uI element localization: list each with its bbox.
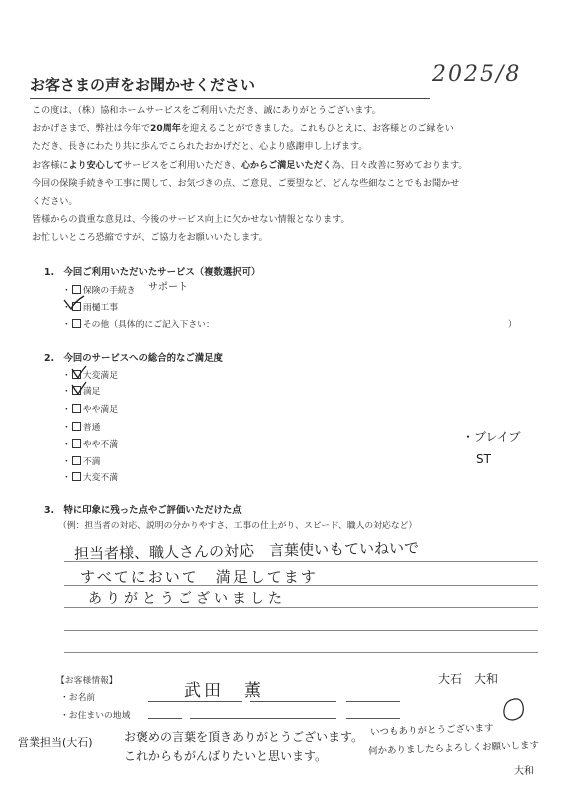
comment-handwritten-2[interactable]: すべてにおいて 満足してます [80, 568, 318, 586]
checkbox[interactable] [72, 456, 81, 465]
checkbox[interactable] [72, 422, 81, 431]
q2-heading: 2. 今回のサービスへの総合的なご満足度 [44, 353, 223, 364]
customer-area-label: ・お住まいの地域 [60, 711, 131, 721]
staff-reply-line-1: お褒めの言葉を頂きありがとうございます。 [124, 730, 364, 744]
checkbox[interactable] [72, 404, 81, 413]
checkbox[interactable] [72, 370, 81, 379]
name-field-line-1 [148, 701, 242, 702]
checkbox[interactable] [72, 386, 81, 395]
comment-handwritten-1[interactable]: 担当者様、職人さんの対応 言葉使いもていねいで [73, 538, 420, 564]
craftsman-reply-line-2: 何かありましたらよろしくお願いします [367, 740, 540, 757]
circled-ki-mark [504, 699, 523, 720]
intro-line-2: おかげさまで、弊社は今年で20周年を迎えることができました。これもひとえに、お客様とのご縁をい [32, 124, 454, 135]
checkbox[interactable] [72, 302, 81, 311]
side-note-st: ST [476, 452, 491, 466]
handwritten-date: 2025/8 [432, 62, 522, 87]
side-note-brave: ・ブレイブ [462, 430, 521, 444]
intro-line-7: 皆様からの貴重な意見は、今後のサービス向上に欠かせない情報となります。 [32, 215, 350, 226]
q1-heading: 1. 今回ご利用いただいたサービス（複数選択可） [44, 267, 261, 278]
q1-handwritten-note: サポート [148, 282, 188, 293]
title-underline [30, 98, 430, 99]
q2-option-neutral[interactable]: ・ 普通 [62, 423, 101, 433]
craftsman-reply-line-1: いつもありがとうございます [369, 722, 494, 739]
q3-hint: （例：担当者の対応、説明の分かりやすさ、工事の仕上がり、スピード、職人の対応など） [58, 521, 418, 531]
intro-line-6: ください。 [32, 197, 78, 208]
intro-line-5: 今回の保険手続きや工事に関して、お気づきの点、ご意見、ご要望など、どんな些細なことでもお聞かせ [32, 178, 460, 189]
q1-option-insurance[interactable]: ・ 保険の手続き [62, 286, 136, 296]
q3-heading: 3. 特に印象に残った点やご評価いただけた点 [44, 505, 242, 516]
area-field-line-1 [148, 718, 182, 719]
intro-line-1: この度は、（株）協和ホームサービスをご利用いただき、誠にありがとうございます。 [32, 106, 381, 116]
form-title: お客さまの声をお聞かせください [30, 76, 256, 94]
checkbox[interactable] [72, 285, 81, 294]
customer-name-label: ・お名前 [60, 693, 96, 703]
name-field-line-2 [250, 701, 336, 702]
comment-line-5 [64, 652, 538, 653]
staff-reply-line-2: これからもがんばりたいと思います。 [124, 749, 328, 763]
q1-option-other[interactable]: ・ その他（具体的にご記入下さい： [62, 320, 215, 330]
name-field-line-3 [346, 701, 400, 702]
customer-info-heading: 【お客様情報】 [56, 676, 118, 686]
intro-paragraph [32, 102, 467, 248]
intro-line-3: ただき、長きにわたり共に歩んでこられたおかげだと、心より感謝申し上げます。 [32, 142, 368, 153]
q2-option-satisfied[interactable]: ・ 満足 [62, 387, 101, 397]
q2-option-very-dissatisfied[interactable]: ・ 大変不満 [62, 473, 119, 483]
checkbox[interactable] [72, 439, 81, 448]
q2-option-somewhat-satisfied[interactable]: ・ やや満足 [62, 405, 119, 415]
intro-line-4: お客様により安心してサービスをご利用いただき、心からご満足いただく為、日々改善に努めております。 [32, 160, 468, 171]
comment-line-4 [64, 630, 538, 631]
q1-option-gutter[interactable]: ・ 雨樋工事 [62, 303, 119, 313]
q2-option-dissatisfied[interactable]: ・ 不満 [62, 457, 101, 467]
area-field-line-3 [346, 718, 400, 719]
comment-handwritten-3[interactable]: ありがとうございました [88, 591, 286, 607]
checkbox[interactable] [72, 472, 81, 481]
q2-option-somewhat-dissatisfied[interactable]: ・ やや不満 [62, 440, 119, 450]
area-field-line-2 [190, 718, 336, 719]
intro-line-8: お忙しいところ恐縮ですが、ご協力をお願いいたします。 [32, 233, 268, 244]
checkbox[interactable] [72, 319, 81, 328]
corner-handwritten-names: 大石 大和 [438, 672, 499, 686]
q2-option-very-satisfied[interactable]: ・ 大変満足 [62, 371, 119, 381]
sales-staff-label: 営業担当(大石) [18, 736, 93, 749]
customer-name-handwritten[interactable]: 武田 薫 [184, 681, 264, 701]
q1-other-close-paren: ） [508, 320, 517, 330]
craftsman-signature: 大和 [514, 766, 534, 777]
